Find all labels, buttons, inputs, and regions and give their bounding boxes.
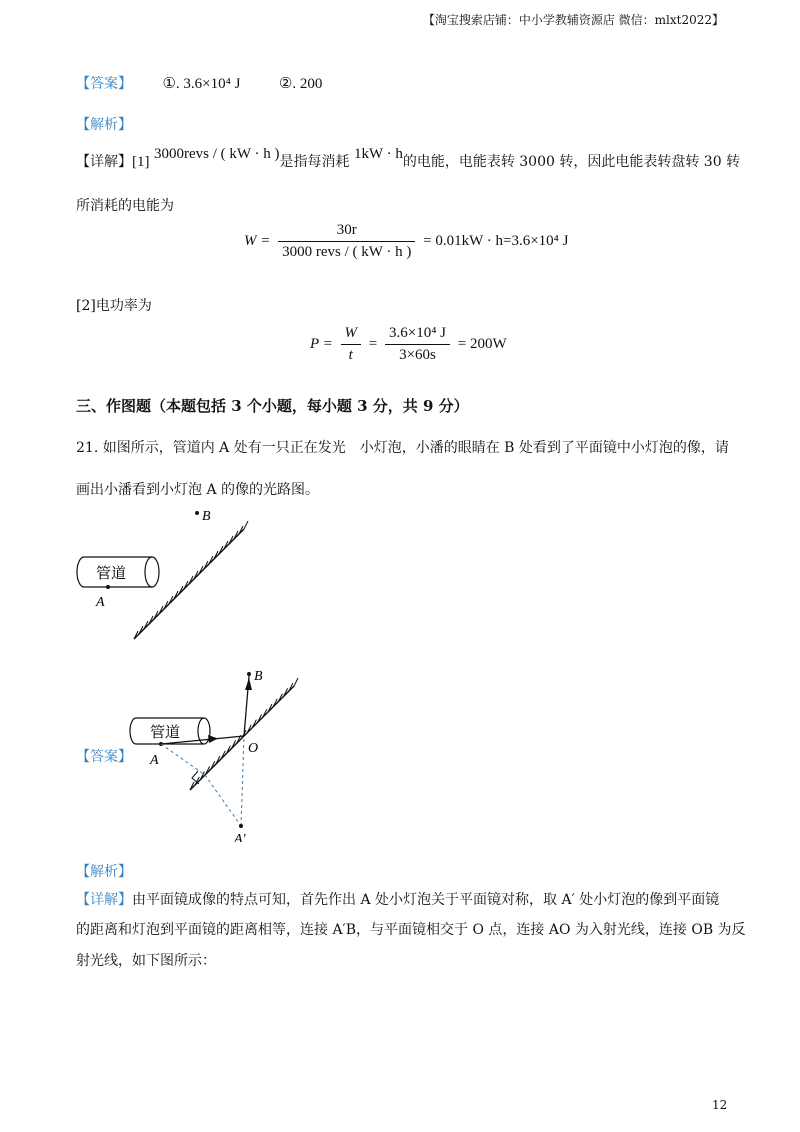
detail-index: [1] <box>132 154 150 170</box>
pipe-label: 管道 <box>150 723 181 741</box>
hatch-mark <box>294 678 298 686</box>
perpendicular-dashed <box>161 744 205 775</box>
point-a-prime-label: A′ <box>234 832 246 842</box>
image-dashed <box>205 775 241 826</box>
eq1-denominator: 3000 revs / ( kW · h ) <box>278 241 415 261</box>
detail-line-2: 所消耗的电能为 <box>76 198 174 214</box>
detail-text-1: 是指每消耗 <box>279 154 350 170</box>
eq2-equals: = <box>368 335 378 352</box>
eq2-numerator-1: W <box>344 325 358 341</box>
page-header: 【淘宝搜索店铺：中小学教辅资源店 微信：mlxt2022】 <box>422 13 724 27</box>
question-figure <box>68 505 268 650</box>
question-21-line-1: 21. 如图所示，管道内 A 处有一只正在发光 小灯泡，小潘的眼睛在 B 处看到了平面镜中小灯泡的像，请 <box>76 440 729 456</box>
reflected-ray-arrow <box>245 678 252 690</box>
equation-energy <box>244 222 568 261</box>
detail2-line-1 <box>76 890 719 910</box>
answer-line-1 <box>76 74 322 94</box>
eq2-denominator-2: 3×60s <box>385 344 450 364</box>
image-point-a-prime <box>239 824 243 828</box>
point-b-label: B <box>202 509 211 524</box>
answer-tag: 【答案】 <box>76 76 132 92</box>
eq2-lhs: P = <box>310 335 333 352</box>
detail-tag: 【详解】 <box>76 154 132 170</box>
point-a-label: A <box>96 595 105 610</box>
eq2-denominator-1: t <box>341 344 362 364</box>
eq2-fraction-1 <box>341 325 362 364</box>
answer-figure <box>120 662 320 842</box>
eq1-numerator: 30r <box>336 222 357 238</box>
energy-unit: 1kW · h <box>353 146 403 162</box>
virtual-ray-dashed <box>241 736 244 826</box>
analysis-tag: 【解析】 <box>76 117 132 133</box>
eq2-fraction-2 <box>385 325 450 364</box>
detail2-line-2: 的距离和灯泡到平面镜的距离相等，连接 A′B，与平面镜相交于 O 点，连接 AO 为入射光线，连接 OB 为反 <box>76 922 746 938</box>
eq1-lhs: W = <box>244 232 271 249</box>
power-label: [2]电功率为 <box>76 298 152 314</box>
answer-value-1: ①. 3.6×10⁴ J <box>162 76 241 92</box>
equation-power <box>310 325 507 364</box>
question-21-line-2: 画出小潘看到小灯泡 A 的像的光路图。 <box>76 482 320 498</box>
detail2-line-3: 射光线，如下图所示： <box>76 953 216 969</box>
eq2-numerator-2: 3.6×10⁴ J <box>388 325 447 341</box>
hatch-mark <box>244 521 248 529</box>
eq1-fraction <box>278 222 415 261</box>
point-b-label: B <box>254 669 263 684</box>
eye-point-b <box>195 511 199 515</box>
section-heading: 三、作图题（本题包括 3 个小题，每小题 3 分，共 9 分） <box>76 397 469 415</box>
answer-value-2: ②. 200 <box>278 76 323 92</box>
eye-point-b <box>247 672 251 676</box>
incident-ray-arrow <box>208 735 218 743</box>
detail2-text-1: 由平面镜成像的特点可知，首先作出 A 处小灯泡关于平面镜对称，取 A′ 处小灯泡的像到平面镜 <box>132 892 720 908</box>
analysis2-tag: 【解析】 <box>76 864 132 880</box>
page-number: 12 <box>712 1098 728 1112</box>
eq2-rhs: = 200W <box>457 335 507 352</box>
lamp-point-a <box>106 585 110 589</box>
detail2-tag: 【详解】 <box>76 892 132 908</box>
point-o-label: O <box>248 741 259 756</box>
eq1-rhs: = 0.01kW · h=3.6×10⁴ J <box>423 232 569 249</box>
pipe-label: 管道 <box>96 564 127 582</box>
answer2-tag: 【答案】 <box>76 749 132 765</box>
point-a-label: A <box>150 753 159 768</box>
detail-line-1 <box>76 146 741 172</box>
meter-constant: 3000revs / ( kW · h ) <box>153 146 280 162</box>
detail-text-2: 的电能，电能表转 3000 转，因此电能表转盘转 30 转 <box>402 154 741 170</box>
